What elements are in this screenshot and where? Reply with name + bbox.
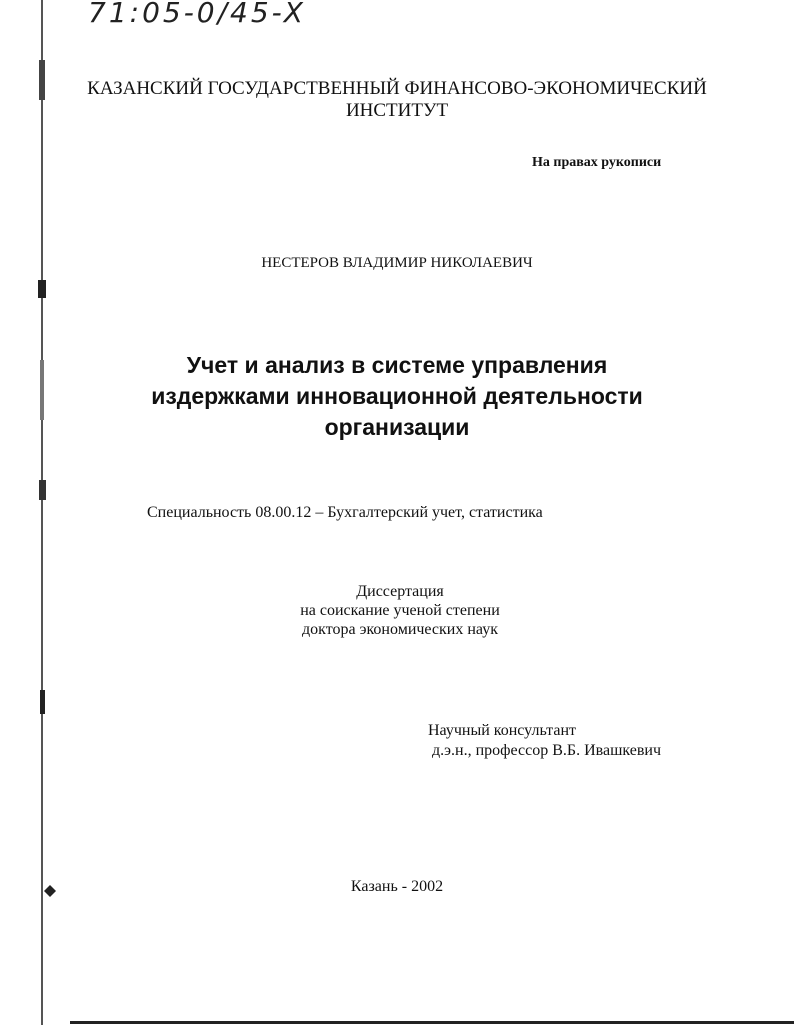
degree-line-3: доктора экономических наук [302, 621, 498, 638]
degree-block [220, 582, 580, 639]
consultant-name: д.э.н., профессор В.Б. Ивашкевич [432, 742, 662, 759]
consultant-label: Научный консультант [428, 722, 576, 739]
title-line-1: Учет и анализ в системе управления [186, 352, 608, 378]
city-year: Казань - 2002 [350, 878, 444, 895]
institute-line-2: ИНСТИТУТ [345, 100, 449, 121]
bottom-scan-line [70, 1021, 794, 1024]
author-name: НЕСТЕРОВ ВЛАДИМИР НИКОЛАЕВИЧ [261, 255, 533, 271]
title-line-3: организации [324, 414, 470, 440]
degree-line-2: на соискание ученой степени [300, 602, 500, 619]
degree-line-1: Диссертация [356, 583, 444, 600]
scan-binding-edge [38, 0, 47, 1025]
specialty-line: Специальность 08.00.12 – Бухгалтерский учет, статистика [147, 504, 543, 521]
diamond-mark-icon [44, 885, 56, 897]
dissertation-title [120, 350, 674, 443]
rights-note: На правах рукописи [532, 155, 662, 170]
consultant-block [428, 721, 661, 761]
handwritten-catalog-code: 71:05-0/45-X [88, 0, 306, 29]
title-line-2: издержками инновационной деятельности [151, 383, 643, 409]
institute-line-1: КАЗАНСКИЙ ГОСУДАРСТВЕННЫЙ ФИНАНСОВО-ЭКОНОМИЧЕСКИЙ [87, 78, 707, 99]
institute-name [0, 78, 794, 122]
